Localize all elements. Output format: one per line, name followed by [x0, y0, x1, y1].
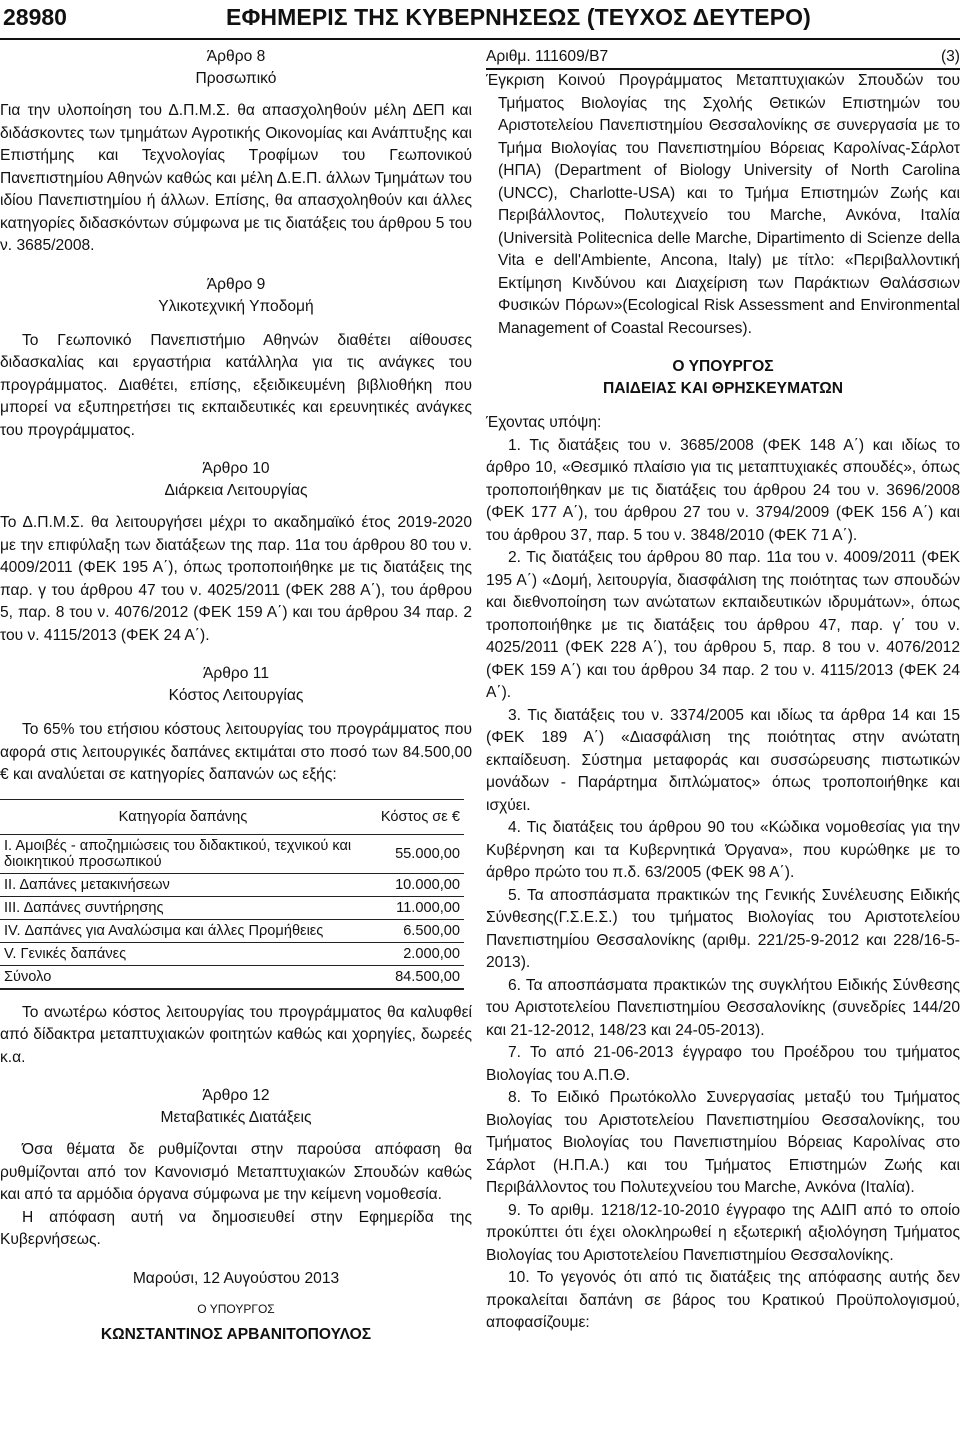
- list-item: 1. Τις διατάξεις του ν. 3685/2008 (ΦΕΚ 148 Α΄) και ιδίως το άρθρο 10, «Θεσμικό πλαίσιο για τις μεταπτυχιακές σπουδές», όπως τροποποιήθηκαν με τις διατάξεις του άρθρου 24 του ν. 3696/2008 (ΦΕΚ 177 Α΄), του άρθρου 27 του ν. 3794/2009 (ΦΕΚ 156 Α΄) και του άρθρου 37, παρ. 5 του ν. 3848/2010 (ΦΕΚ 71 Α΄).: [486, 436, 960, 544]
- cost-table-header: [0, 799, 464, 834]
- cost-amount: 6.500,00: [366, 919, 464, 942]
- table-row: [0, 896, 464, 919]
- signer-name: ΚΩΝΣΤΑΝΤΙΝΟΣ ΑΡΒΑΝΙΤΟΠΟΥΛΟΣ: [100, 1325, 372, 1343]
- article-10-title: Άρθρο 10: [202, 460, 270, 477]
- article-10-subtitle: Διάρκεια Λειτουργίας: [164, 482, 308, 499]
- table-total-row: [0, 965, 464, 989]
- cost-table: [0, 799, 464, 990]
- cost-amount: 55.000,00: [366, 834, 464, 873]
- article-11-text: Το 65% του ετήσιου κόστους λειτουργίας του προγράμματος που αφορά στις λειτουργικές δαπάνες εκτιμάται στο ποσό των 84.500,00 € και αναλύεται σε κατηγορίες δαπανών ως εξής:: [0, 721, 472, 783]
- list-item: 3. Τις διατάξεις του ν. 3374/2005 και ιδίως τα άρθρα 14 και 15 (ΦΕΚ 189 Α΄) «Διασφάλιση της ποιότητας στην ανώτατη εκπαίδευση. Σύστημα μεταφοράς και συσσώρευσης πιστωτικών μονάδων - Παράρτημα διπλώματος» όπως τροποποιήθηκε και ισχύει.: [486, 706, 960, 814]
- cost-category: V. Γενικές δαπάνες: [0, 942, 366, 965]
- article-12-subtitle: Μεταβατικές Διατάξεις: [160, 1109, 312, 1126]
- cost-amount: 10.000,00: [366, 873, 464, 896]
- signer-role: Ο ΥΠΟΥΡΓΟΣ: [197, 1301, 275, 1316]
- article-11-subtitle: Κόστος Λειτουργίας: [168, 687, 304, 704]
- article-11-funding-text: Το ανωτέρω κόστος λειτουργίας του προγράμματος θα καλυφθεί από δίδακτρα μεταπτυχιακών φοιτητών καθώς και χορηγίες, δωρεές κ.α.: [0, 1003, 472, 1066]
- list-item: 6. Τα αποσπάσματα πρακτικών της συγκλήτου Ειδικής Σύνθεσης του Αριστοτελείου Πανεπιστημίου Θεσσαλονίκης (συνεδρίες 144/20 και 21-12-2012, 148/23 και 24-05-2013).: [486, 976, 960, 1039]
- reference-mark: (3): [940, 48, 960, 65]
- article-8-subtitle: Προσωπικό: [195, 70, 277, 87]
- article-10-text: Το Δ.Π.Μ.Σ. θα λειτουργήσει μέχρι το ακαδημαϊκό έτος 2019-2020 με την επιφύλαξη των διατάξεων της παρ. 11α του άρθρου 80 του ν. 4009/2011 (ΦΕΚ 195 Α΄), όπως τροποποιήθηκε με τις διατάξεις της παρ. γ του άρθρου 47 του ν. 4025/2011 (ΦΕΚ 288 Α΄), του άρθρου 5, παρ. 8 του ν. 4076/2012 (ΦΕΚ 159 Α΄) και του άρθρου 34 παρ. 2 του ν. 4115/2013 (ΦΕΚ 24 Α΄).: [0, 514, 472, 644]
- list-item: 4. Τις διατάξεις του άρθρου 90 του «Κώδικα νομοθεσίας για την Κυβέρνηση και τα Κυβερνητικά Όργανα», που κυρώθηκε με το άρθρο πρώτο του π.δ. 63/2005 (ΦΕΚ 98 Α΄).: [486, 819, 960, 881]
- having-regard: Έχοντας υπόψη:: [486, 414, 602, 431]
- list-item: 10. Το γεγονός ότι από τις διατάξεις της απόφασης αυτής δεν προκαλείται δαπάνη σε βάρος του Κρατικού Προϋπολογισμού, αποφασίζουμε:: [486, 1269, 960, 1331]
- article-9-title: Άρθρο 9: [206, 275, 266, 293]
- table-row: [0, 834, 464, 873]
- list-item: 2. Τις διατάξεις του άρθρου 80 παρ. 11α του ν. 4009/2011 (ΦΕΚ 195 Α΄) «Δομή, λειτουργία, διασφάλιση της ποιότητας των σπουδών και διεθνοποίηση των ανώτατων εκπαιδευτικών ιδρυμάτων», όπως τροποποιήθηκε με τις διατάξεις του άρθρου 47, παρ. γ΄ του ν. 4025/2011 (ΦΕΚ 228 Α΄), του άρθρου 5, παρ. 8 του ν. 4076/2012 (ΦΕΚ 159 Α΄) και του άρθρου 34 παρ. 2 του ν. 4115/2013 (ΦΕΚ 24 Α΄).: [486, 549, 960, 701]
- list-item: 5. Τα αποσπάσματα πρακτικών της Γενικής Συνέλευσης Ειδικής Σύνθεσης(Γ.Σ.Ε.Σ.) του τμήματος Βιολογίας του Αριστοτελείου Πανεπιστημίου Θεσσαλονίκης (αριθμ. 221/25-9-2012 και 228/16-5-2013).: [486, 886, 960, 971]
- article-8-text: Για την υλοποίηση του Δ.Π.Μ.Σ. θα απασχοληθούν μέλη ΔΕΠ και διδάσκοντες των τμημάτων Αγροτικής Οικονομίας και Ανάπτυξης και Επιστήμης και Τεχνολογίας Τροφίμων του Γεωπονικού Πανεπιστημίου Αθηνών καθώς και μέλη Δ.Ε.Π. άλλων Τμημάτων του ιδίου Πανεπιστημίου ή άλλων. Επίσης, θα απασχοληθούν και άλλες κατηγορίες διδασκόντων σύμφωνα με τις διατάξεις του άρθρου 5 του ν. 3685/2008.: [0, 102, 472, 254]
- cost-amount: 11.000,00: [366, 896, 464, 919]
- cost-category: ΙΙΙ. Δαπάνες συντήρησης: [0, 896, 366, 919]
- minister-title-2: ΠΑΙΔΕΙΑΣ ΚΑΙ ΘΡΗΣΚΕΥΜΑΤΩΝ: [602, 380, 844, 397]
- cost-header-category: Κατηγορία δαπάνης: [0, 799, 366, 834]
- cost-category: Ι. Αμοιβές - αποζημιώσεις του διδακτικού, τεχνικού και διοικητικού προσωπικού: [0, 834, 366, 873]
- page-number: 28980: [3, 4, 67, 30]
- article-11-title: Άρθρο 11: [202, 665, 269, 682]
- table-row: [0, 873, 464, 896]
- article-12-text-1: Όσα θέματα δε ρυθμίζονται στην παρούσα απόφαση θα ρυθμίζονται από τον Κανονισμό Μεταπτυχιακών Σπουδών καθώς και από τα αρμόδια όργανα σύμφωνα με την κείμενη νομοθεσία.: [0, 1141, 472, 1203]
- list-item: 7. Το από 21-06-2013 έγγραφο του Προέδρου του τμήματος Βιολογίας του Α.Π.Θ.: [486, 1044, 960, 1084]
- minister-title-1: Ο ΥΠΟΥΡΓΟΣ: [672, 358, 774, 375]
- list-item: 9. Το αριθμ. 1218/12-10-2010 έγγραφο της ΑΔΙΠ από το οποίο προκύπτει ότι έχει ολοκληρωθεί η εξωτερική αξιολόγηση Τμήματος Βιολογίας του Αριστοτελείου Πανεπιστημίου Θεσσαλονίκης.: [486, 1201, 960, 1264]
- cost-amount: 2.000,00: [366, 942, 464, 965]
- left-column: [0, 46, 472, 1346]
- table-row: [0, 942, 464, 965]
- article-8-title: Άρθρο 8: [206, 48, 266, 65]
- list-item: 8. Το Ειδικό Πρωτόκολλο Συνεργασίας μεταξύ του Τμήματος Βιολογίας του Αριστοτελείου Πανεπιστημίου Θεσσαλονίκης, του Τμήματος Βιολογίας του Πανεπιστημίου Βόρειας Καρολίνας στο Σάρλοτ (Η.Π.Α.) και του Τμήματος Επιστημών Ζωής και Περιβάλλοντος του Πολυτεχνείου του Marche, Ανκόνα (Ιταλία).: [486, 1089, 960, 1196]
- article-9-text: Το Γεωπονικό Πανεπιστήμιο Αθηνών διαθέτει αίθουσες διδασκαλίας και εργαστήρια κατάλληλα για τις ανάγκες του προγράμματος. Διαθέτει, επίσης, εξειδικευμένη βιβλιοθήκη που μπορεί να εξυπηρετήσει τις εκπαιδευτικές και ερευνητικές ανάγκες του προγράμματος.: [0, 331, 472, 439]
- cost-total-label: Σύνολο: [0, 965, 366, 989]
- article-12-title: Άρθρο 12: [202, 1087, 270, 1104]
- cost-category: ΙΙ. Δαπάνες μετακινήσεων: [0, 873, 366, 896]
- cost-header-amount: Κόστος σε €: [366, 799, 464, 834]
- article-9-subtitle: Υλικοτεχνική Υποδομή: [158, 297, 314, 315]
- decision-subject: Έγκριση Κοινού Προγράμματος Μεταπτυχιακών Σπουδών του Τμήματος Βιολογίας της Σχολής Θετικών Επιστημών του Αριστοτελείου Πανεπιστημίου Θεσσαλονίκης σε συνεργασία με το Τμήμα Βιολογίας του Πανεπιστημίου Βόρειας Καρολίνας-Σάρλοτ (ΗΠΑ) (Department of Biology University of North Carolina (UNCC), Charlotte-USA) και το Τμήμα Επιστημών Ζωής και Περιβάλλοντος, Πολυτεχνείο του Marche, Ανκόνα, Ιταλία (Università Politecnica delle Marche, Dipartimento di Scienze della Vita e dell'Ambiente, Ancona, Italy) με τίτλο: «Περιβαλλοντική Εκτίμηση Κινδύνου και Διαχείριση των Παράκτιων Θαλάσσιων Φυσικών Πόρων»(Ecological Risk Assessment and Environmental Management of Coastal Recourses).: [486, 72, 960, 337]
- cost-category: IV. Δαπάνες για Αναλώσιμα και άλλες Προμήθειες: [0, 919, 366, 942]
- place-date: Μαρούσι, 12 Αυγούστου 2013: [132, 1269, 340, 1287]
- publication-title: ΕΦΗΜΕΡΙΣ ΤΗΣ ΚΥΒΕΡΝΗΣΕΩΣ (ΤΕΥΧΟΣ ΔΕΥΤΕΡΟ): [226, 4, 811, 30]
- right-column: [486, 46, 960, 1335]
- page-header: [0, 0, 960, 38]
- article-12-text-2: Η απόφαση αυτή να δημοσιευθεί στην Εφημερίδα της Κυβερνήσεως.: [0, 1208, 472, 1248]
- reference-number: Αριθμ. 111609/Β7: [486, 48, 609, 65]
- header-rule: [0, 38, 960, 40]
- decision-reference: [486, 46, 960, 70]
- table-row: [0, 919, 464, 942]
- cost-total-amount: 84.500,00: [366, 965, 464, 989]
